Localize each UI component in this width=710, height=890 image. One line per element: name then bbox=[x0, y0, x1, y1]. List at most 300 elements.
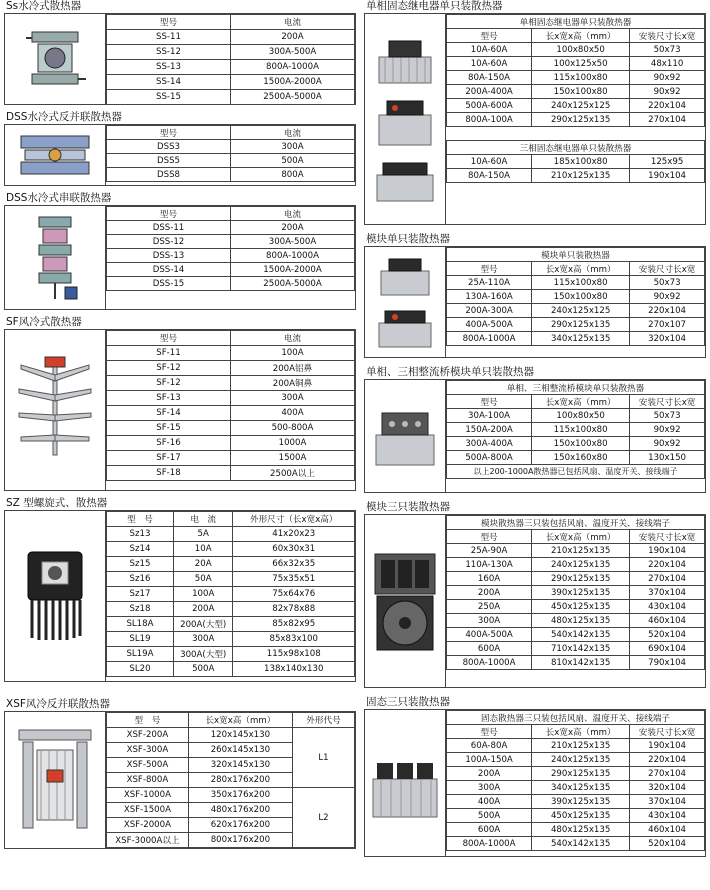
table-row bbox=[447, 318, 705, 332]
table-cell: 50x73 bbox=[630, 409, 705, 423]
table-cell: 90x92 bbox=[630, 290, 705, 304]
table-header bbox=[447, 29, 705, 43]
table-cell: 300A bbox=[447, 614, 532, 628]
table-cell: DSS-13 bbox=[107, 249, 231, 263]
rectifier-bridge-heatsink-photo bbox=[365, 380, 446, 492]
table-cell: 200A bbox=[231, 30, 355, 45]
table-cell: 型号 bbox=[107, 15, 231, 30]
table-row bbox=[107, 602, 355, 617]
table-cell: 480x125x135 bbox=[532, 614, 630, 628]
table-row bbox=[447, 781, 705, 795]
table-cell: 85x82x95 bbox=[233, 617, 355, 632]
table-cell: Sz15 bbox=[107, 557, 174, 572]
table-cell: 安装尺寸长x宽 bbox=[630, 262, 705, 276]
table-cell: 电流 bbox=[231, 207, 355, 221]
table-cell: 200A铜鼻 bbox=[231, 376, 355, 391]
table-cell: 200A bbox=[173, 602, 233, 617]
table-cell: DSS-15 bbox=[107, 277, 231, 291]
table-cell: 200A bbox=[447, 586, 532, 600]
table-cell: 300A-400A bbox=[447, 437, 532, 451]
table-cell: XSF-300A bbox=[107, 743, 189, 758]
section-dss-parallel bbox=[4, 111, 356, 186]
table-cell: 2500A以上 bbox=[231, 466, 355, 481]
table-cell: 710x142x135 bbox=[532, 642, 630, 656]
table-cell: 800A-100A bbox=[447, 113, 532, 127]
table-cell: 1500A bbox=[231, 451, 355, 466]
table-cell: 340x125x135 bbox=[532, 332, 630, 346]
table-header bbox=[107, 126, 355, 140]
section-title: 固态三只装散热器 bbox=[366, 696, 450, 708]
table-row bbox=[447, 437, 705, 451]
air-cooled-heatsink-photo bbox=[5, 330, 106, 490]
table-row bbox=[447, 628, 705, 642]
table-cell: 790x104 bbox=[630, 656, 705, 670]
table-caption: 模块散热器三只装包括风扇、温度开关、接线端子 bbox=[447, 516, 705, 530]
table-cell: 90x92 bbox=[630, 423, 705, 437]
table-cell: 280x176x200 bbox=[188, 773, 292, 788]
table-cell: 50x73 bbox=[630, 276, 705, 290]
table-caption: 模块单只装散热器 bbox=[447, 248, 705, 262]
table-cell: 430x104 bbox=[630, 600, 705, 614]
table-row bbox=[447, 155, 705, 169]
table-cell: SF-17 bbox=[107, 451, 231, 466]
table-cell: 安装尺寸长x宽 bbox=[630, 530, 705, 544]
table-cell: XSF-1000A bbox=[107, 788, 189, 803]
shape-code-cell: L1 bbox=[292, 728, 354, 788]
table-cell: 520x104 bbox=[630, 628, 705, 642]
section-sf bbox=[4, 316, 356, 491]
table-cell: 190x104 bbox=[630, 544, 705, 558]
table-cell: 200A铝鼻 bbox=[231, 361, 355, 376]
section-ssr-single bbox=[364, 0, 706, 225]
table-cell: 500-800A bbox=[231, 421, 355, 436]
table-cell: 390x125x135 bbox=[532, 795, 630, 809]
table-cell: 82x78x88 bbox=[233, 602, 355, 617]
table-row bbox=[447, 795, 705, 809]
table-row bbox=[447, 572, 705, 586]
table-cell: 130x150 bbox=[630, 451, 705, 465]
table-cell: 150x100x80 bbox=[532, 437, 630, 451]
table-row bbox=[447, 85, 705, 99]
section-title: DSS水冷式串联散热器 bbox=[6, 192, 112, 204]
table-row bbox=[107, 647, 355, 662]
table-caption: 固态散热器三只装包括风扇、温度开关、接线端子 bbox=[447, 711, 705, 725]
table-cell: 5A bbox=[173, 527, 233, 542]
table-cell: 800A-1000A bbox=[447, 656, 532, 670]
table-cell: 240x125x135 bbox=[532, 558, 630, 572]
table-cell: 60x30x31 bbox=[233, 542, 355, 557]
table-cell: 810x142x135 bbox=[532, 656, 630, 670]
table-cell: SL18A bbox=[107, 617, 174, 632]
table-row bbox=[107, 75, 355, 90]
table-cell: 400A-500A bbox=[447, 628, 532, 642]
table-cell: 350x176x200 bbox=[188, 788, 292, 803]
table-cell: 300A bbox=[231, 391, 355, 406]
table-cell: 290x125x135 bbox=[532, 318, 630, 332]
table-cell: 1500A-2000A bbox=[231, 263, 355, 277]
table-cell: 320x145x130 bbox=[188, 758, 292, 773]
table-cell: SS-12 bbox=[107, 45, 231, 60]
table-cell: 500A-600A bbox=[447, 99, 532, 113]
table-header bbox=[447, 262, 705, 276]
section-sz bbox=[4, 497, 356, 682]
table-row bbox=[447, 837, 705, 851]
table-cell: SL19A bbox=[107, 647, 174, 662]
three-module-fan-heatsink-photo bbox=[365, 515, 446, 687]
right-column bbox=[364, 0, 706, 863]
section-title: Ss水冷式散热器 bbox=[6, 0, 82, 12]
table-cell: 100A bbox=[173, 587, 233, 602]
table-cell: DSS5 bbox=[107, 154, 231, 168]
table-cell: 800x176x200 bbox=[188, 833, 292, 848]
table-cell: 外形尺寸（长x宽x高） bbox=[233, 512, 355, 527]
table-row bbox=[447, 71, 705, 85]
table-cell: 500A bbox=[447, 809, 532, 823]
table-cell: 800A-1000A bbox=[231, 60, 355, 75]
table-cell: 450x125x135 bbox=[532, 600, 630, 614]
section-title: SF风冷式散热器 bbox=[6, 316, 82, 328]
table-cell: Sz14 bbox=[107, 542, 174, 557]
section-title: SZ 型螺旋式、散热器 bbox=[6, 497, 108, 509]
section-title: 单相、三相整流桥模块单只装散热器 bbox=[366, 366, 534, 378]
table-cell: 290x125x135 bbox=[532, 767, 630, 781]
table-header bbox=[107, 15, 355, 30]
table-row bbox=[107, 45, 355, 60]
table-row bbox=[447, 423, 705, 437]
table-cell: 200A bbox=[447, 767, 532, 781]
table-cell: 800A-1000A bbox=[447, 837, 532, 851]
table-cell: 25A-110A bbox=[447, 276, 532, 290]
table-cell: Sz13 bbox=[107, 527, 174, 542]
table-cell: 390x125x135 bbox=[532, 586, 630, 600]
table-row bbox=[107, 221, 355, 235]
table-header bbox=[107, 713, 355, 728]
table-cell: 480x125x135 bbox=[532, 823, 630, 837]
table-cell: 长x宽x高（mm） bbox=[532, 29, 630, 43]
table-cell: 300A-500A bbox=[231, 45, 355, 60]
table-caption: 单相固态继电器单只装散热器 bbox=[447, 15, 705, 29]
table-cell: 500A bbox=[231, 154, 355, 168]
table-row bbox=[107, 168, 355, 182]
table-cell: 270x104 bbox=[630, 113, 705, 127]
table-cell: 340x125x135 bbox=[532, 781, 630, 795]
table-cell: 50A bbox=[173, 572, 233, 587]
table-cell: 620x176x200 bbox=[188, 818, 292, 833]
table-row bbox=[107, 466, 355, 481]
table-cell: 210x125x135 bbox=[532, 739, 630, 753]
table-cell: 240x125x125 bbox=[532, 99, 630, 113]
table-header bbox=[447, 530, 705, 544]
table-cell: 300A bbox=[231, 140, 355, 154]
table-cell: 100A-150A bbox=[447, 753, 532, 767]
table-cell: 安装尺寸长x宽 bbox=[630, 725, 705, 739]
section-xsf bbox=[4, 698, 356, 849]
table-header bbox=[107, 207, 355, 221]
table-cell: 115x100x80 bbox=[532, 423, 630, 437]
table-cell: 长x宽x高（mm） bbox=[532, 395, 630, 409]
table-cell: 160A bbox=[447, 572, 532, 586]
table-cell: SL19 bbox=[107, 632, 174, 647]
table-cell: 370x104 bbox=[630, 795, 705, 809]
table-cell: 90x92 bbox=[630, 71, 705, 85]
table-cell: 220x104 bbox=[630, 753, 705, 767]
table-cell: 85x83x100 bbox=[233, 632, 355, 647]
table-row bbox=[447, 57, 705, 71]
three-solid-state-heatsink-photo bbox=[365, 710, 446, 856]
table-cell: SF-12 bbox=[107, 361, 231, 376]
table-row bbox=[447, 614, 705, 628]
table-cell: 260x145x130 bbox=[188, 743, 292, 758]
table-cell: SL20 bbox=[107, 662, 174, 677]
table-row bbox=[107, 572, 355, 587]
table-row bbox=[447, 642, 705, 656]
table-cell: 41x20x23 bbox=[233, 527, 355, 542]
table-cell: SF-16 bbox=[107, 436, 231, 451]
table-cell: DSS8 bbox=[107, 168, 231, 182]
table-header bbox=[107, 331, 355, 346]
table-row bbox=[107, 617, 355, 632]
table-cell: 200A bbox=[231, 221, 355, 235]
table-cell: 220x104 bbox=[630, 558, 705, 572]
table-cell: 115x98x108 bbox=[233, 647, 355, 662]
section-dss-series bbox=[4, 192, 356, 310]
table-cell: 300A bbox=[173, 632, 233, 647]
table-cell: DSS-11 bbox=[107, 221, 231, 235]
table-header bbox=[107, 512, 355, 527]
table-header bbox=[447, 725, 705, 739]
table-cell: 300A bbox=[447, 781, 532, 795]
table-caption: 单相、三相整流桥模块单只装散热器 bbox=[447, 381, 705, 395]
table-row bbox=[107, 90, 355, 105]
table-cell: 90x92 bbox=[630, 85, 705, 99]
table-cell: 20A bbox=[173, 557, 233, 572]
table-cell: 80A-150A bbox=[447, 169, 532, 183]
table-cell: 125x95 bbox=[630, 155, 705, 169]
section-ss bbox=[4, 0, 356, 105]
table-note: 以上200-1000A散热器已包括风扇、温度开关、接线端子 bbox=[447, 465, 705, 479]
table-cell: 320x104 bbox=[630, 332, 705, 346]
table-cell: 800A-1000A bbox=[231, 249, 355, 263]
table-cell: 200A-400A bbox=[447, 85, 532, 99]
table-row bbox=[447, 600, 705, 614]
section-title: DSS水冷式反并联散热器 bbox=[6, 111, 122, 123]
table-cell: 200A-300A bbox=[447, 304, 532, 318]
table-row bbox=[107, 60, 355, 75]
table-cell: SF-11 bbox=[107, 346, 231, 361]
table-row bbox=[107, 235, 355, 249]
table-cell: 型号 bbox=[107, 207, 231, 221]
table-cell: 600A bbox=[447, 823, 532, 837]
section-title: 模块单只装散热器 bbox=[366, 233, 450, 245]
table-row bbox=[107, 451, 355, 466]
table-row bbox=[107, 542, 355, 557]
table-row bbox=[447, 113, 705, 127]
water-cooled-heatsink-photo bbox=[5, 14, 106, 104]
table-cell: 690x104 bbox=[630, 642, 705, 656]
table-cell: 450x125x135 bbox=[532, 809, 630, 823]
water-cooled-antiparallel-heatsink-photo bbox=[5, 125, 106, 185]
table-row bbox=[107, 406, 355, 421]
table-cell: 800A-1000A bbox=[447, 332, 532, 346]
table-cell: 240x125x135 bbox=[532, 753, 630, 767]
table-row bbox=[447, 332, 705, 346]
table-row bbox=[107, 662, 355, 677]
table-cell: 130A-160A bbox=[447, 290, 532, 304]
table-cell: 430x104 bbox=[630, 809, 705, 823]
table-cell: 10A bbox=[173, 542, 233, 557]
table-cell: XSF-1500A bbox=[107, 803, 189, 818]
table-row bbox=[107, 263, 355, 277]
shape-code-cell: L2 bbox=[292, 788, 354, 848]
table-cell: 320x104 bbox=[630, 781, 705, 795]
table-cell: 270x104 bbox=[630, 767, 705, 781]
table-cell: 210x125x135 bbox=[532, 169, 630, 183]
section-bridge bbox=[364, 366, 706, 493]
table-cell: SF-13 bbox=[107, 391, 231, 406]
table-row bbox=[447, 739, 705, 753]
table-row bbox=[107, 587, 355, 602]
table-cell: 安装尺寸长x宽 bbox=[630, 395, 705, 409]
table-row bbox=[107, 527, 355, 542]
table-cell: 型 号 bbox=[107, 512, 174, 527]
table-cell: 电 流 bbox=[173, 512, 233, 527]
table-cell: 290x125x135 bbox=[532, 113, 630, 127]
table-row bbox=[447, 544, 705, 558]
table-row bbox=[447, 276, 705, 290]
table-cell: 150x160x80 bbox=[532, 451, 630, 465]
table-row bbox=[447, 809, 705, 823]
table-cell: SF-15 bbox=[107, 421, 231, 436]
table-cell: 10A-60A bbox=[447, 57, 532, 71]
table-row bbox=[107, 346, 355, 361]
air-cooled-antiparallel-heatsink-photo bbox=[5, 712, 106, 848]
table-cell: 66x32x35 bbox=[233, 557, 355, 572]
table-cell: 型号 bbox=[447, 395, 532, 409]
table-cell: 100x80x50 bbox=[532, 409, 630, 423]
table-row bbox=[107, 30, 355, 45]
table-cell: SS-15 bbox=[107, 90, 231, 105]
table-cell: 240x125x125 bbox=[532, 304, 630, 318]
table-row bbox=[447, 823, 705, 837]
module-heatsink-photo bbox=[365, 247, 446, 357]
section-title: 单相固态继电器单只装散热器 bbox=[366, 0, 503, 12]
table-cell: 150x100x80 bbox=[532, 85, 630, 99]
table-cell: 185x100x80 bbox=[532, 155, 630, 169]
table-row bbox=[107, 632, 355, 647]
table-row bbox=[447, 586, 705, 600]
table-cell bbox=[447, 127, 705, 141]
table-cell: 型号 bbox=[447, 725, 532, 739]
water-cooled-series-heatsink-photo bbox=[5, 206, 106, 309]
table-cell: SS-11 bbox=[107, 30, 231, 45]
table-cell: 200A(大型) bbox=[173, 617, 233, 632]
table-cell: XSF-2000A bbox=[107, 818, 189, 833]
table-row bbox=[107, 277, 355, 291]
table-cell: 75x35x51 bbox=[233, 572, 355, 587]
table-cell: 460x104 bbox=[630, 823, 705, 837]
table-cell: 型号 bbox=[447, 29, 532, 43]
table-cell: XSF-3000A以上 bbox=[107, 833, 189, 848]
table-cell: 270x104 bbox=[630, 572, 705, 586]
table-row bbox=[107, 361, 355, 376]
table-cell: 220x104 bbox=[630, 99, 705, 113]
table-cell: XSF-500A bbox=[107, 758, 189, 773]
table-row bbox=[107, 436, 355, 451]
table-cell: 540x142x135 bbox=[532, 628, 630, 642]
table-cell: 型号 bbox=[447, 530, 532, 544]
table-cell: Sz16 bbox=[107, 572, 174, 587]
table-row bbox=[107, 376, 355, 391]
table-cell: 长x宽x高（mm） bbox=[532, 530, 630, 544]
table-row bbox=[447, 304, 705, 318]
solid-state-relay-heatsink-photo bbox=[365, 14, 446, 224]
table-row bbox=[447, 99, 705, 113]
table-cell: 120x145x130 bbox=[188, 728, 292, 743]
table-cell: 10A-60A bbox=[447, 43, 532, 57]
table-cell: 25A-90A bbox=[447, 544, 532, 558]
left-column bbox=[4, 0, 356, 855]
table-cell: 600A bbox=[447, 642, 532, 656]
table-cell: 电流 bbox=[231, 331, 355, 346]
table-row bbox=[447, 767, 705, 781]
table-row bbox=[107, 788, 355, 803]
table-row bbox=[107, 557, 355, 572]
section-module-three bbox=[364, 501, 706, 688]
table-cell: 800A bbox=[231, 168, 355, 182]
table-cell: 480x176x200 bbox=[188, 803, 292, 818]
table-cell: 48x110 bbox=[630, 57, 705, 71]
table-cell: 520x104 bbox=[630, 837, 705, 851]
table-cell: 90x92 bbox=[630, 437, 705, 451]
table-cell: SF-18 bbox=[107, 466, 231, 481]
table-cell: 400A bbox=[447, 795, 532, 809]
table-cell: 290x125x135 bbox=[532, 572, 630, 586]
table-cell: 外形代号 bbox=[292, 713, 354, 728]
table-cell: 500A-800A bbox=[447, 451, 532, 465]
table-cell: 电流 bbox=[231, 15, 355, 30]
table-cell: 型 号 bbox=[107, 713, 189, 728]
table-row bbox=[107, 421, 355, 436]
table-cell: 60A-80A bbox=[447, 739, 532, 753]
section-title: 模块三只装散热器 bbox=[366, 501, 450, 513]
table-cell: 500A bbox=[173, 662, 233, 677]
table-cell: 80A-150A bbox=[447, 71, 532, 85]
table-cell: 型号 bbox=[107, 331, 231, 346]
table-cell: 长x宽x高（mm） bbox=[532, 725, 630, 739]
table-cell: 138x140x130 bbox=[233, 662, 355, 677]
table-cell: 370x104 bbox=[630, 586, 705, 600]
table-cell: 型号 bbox=[447, 262, 532, 276]
section-module-single bbox=[364, 233, 706, 358]
table-cell: 540x142x135 bbox=[532, 837, 630, 851]
table-cell: 100A bbox=[231, 346, 355, 361]
table-row bbox=[447, 558, 705, 572]
table-cell: 220x104 bbox=[630, 304, 705, 318]
table-cell: 270x107 bbox=[630, 318, 705, 332]
table-cell: 30A-100A bbox=[447, 409, 532, 423]
table-cell: 2500A-5000A bbox=[231, 90, 355, 105]
table-row bbox=[107, 391, 355, 406]
table-cell: 10A-60A bbox=[447, 155, 532, 169]
table-cell: 安装尺寸长x宽 bbox=[630, 29, 705, 43]
table-row bbox=[447, 290, 705, 304]
table-cell: 190x104 bbox=[630, 739, 705, 753]
table-cell: SF-14 bbox=[107, 406, 231, 421]
table-cell: XSF-200A bbox=[107, 728, 189, 743]
table-cell: 460x104 bbox=[630, 614, 705, 628]
table-cell: 长x宽x高（mm） bbox=[532, 262, 630, 276]
table-cell: 100x125x50 bbox=[532, 57, 630, 71]
